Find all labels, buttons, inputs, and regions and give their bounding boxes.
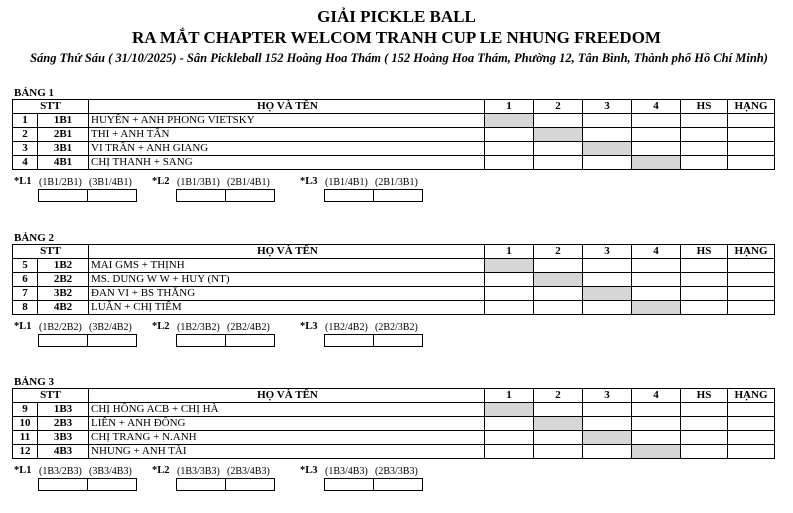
rank-cell xyxy=(728,417,775,431)
team-code: 4B2 xyxy=(38,301,89,315)
header-name: HỌ VÀ TÊN xyxy=(89,100,485,114)
score-cell xyxy=(583,142,632,156)
score-cell xyxy=(583,287,632,301)
score-cell xyxy=(534,445,583,459)
header-hs: HS xyxy=(681,389,728,403)
rank-cell xyxy=(728,403,775,417)
header-hs: HS xyxy=(681,245,728,259)
match-pair-b: (2B3/3B3) xyxy=(375,466,418,477)
header-name: HỌ VÀ TÊN xyxy=(89,245,485,259)
hs-cell xyxy=(681,259,728,273)
team-name: THI + ANH TẤN xyxy=(89,128,485,142)
team-code: 3B2 xyxy=(38,287,89,301)
score-cell xyxy=(485,431,534,445)
table-row xyxy=(13,259,775,273)
score-cell xyxy=(632,259,681,273)
header-round-1: 1 xyxy=(485,245,534,259)
match-label: *L3 xyxy=(300,176,318,187)
score-cell xyxy=(534,259,583,273)
score-cell xyxy=(534,403,583,417)
header-stt: STT xyxy=(13,389,89,403)
header-round-3: 3 xyxy=(583,245,632,259)
match-pair-b: (2B1/4B1) xyxy=(227,177,270,188)
header-round-4: 4 xyxy=(632,389,681,403)
table-row xyxy=(13,287,775,301)
score-cell xyxy=(632,431,681,445)
score-cell xyxy=(632,114,681,128)
match-pair-a: (1B3/2B3) xyxy=(39,466,82,477)
match-pair-a: (1B2/4B2) xyxy=(325,322,368,333)
team-code: 3B3 xyxy=(38,431,89,445)
score-box[interactable] xyxy=(324,189,374,202)
score-cell xyxy=(632,273,681,287)
row-number: 2 xyxy=(13,128,38,142)
score-cell xyxy=(583,445,632,459)
title-main: GIẢI PICKLE BALL xyxy=(317,7,476,26)
score-box[interactable] xyxy=(87,478,137,491)
score-box[interactable] xyxy=(225,478,275,491)
score-box[interactable] xyxy=(373,334,423,347)
table-row xyxy=(13,417,775,431)
event-subtitle: Sáng Thứ Sáu ( 31/10/2025) - Sân Pickleball 152 Hoàng Hoa Thám ( 152 Hoàng Hoa Thám, Phường 12, Tân Bình, Thành phố Hồ Chí Minh) xyxy=(30,51,768,65)
table-header-row xyxy=(13,100,775,114)
hs-cell xyxy=(681,128,728,142)
group-table xyxy=(12,244,775,315)
header-stt: STT xyxy=(13,245,89,259)
team-name: MAI GMS + THỊNH xyxy=(89,259,485,273)
score-cell xyxy=(632,128,681,142)
match-label: *L2 xyxy=(152,465,170,476)
header-round-4: 4 xyxy=(632,100,681,114)
score-cell xyxy=(485,403,534,417)
row-number: 10 xyxy=(13,417,38,431)
score-cell xyxy=(534,156,583,170)
team-code: 3B1 xyxy=(38,142,89,156)
rank-cell xyxy=(728,259,775,273)
group-label: BẢNG 1 xyxy=(14,87,55,99)
table-row xyxy=(13,114,775,128)
table-row xyxy=(13,445,775,459)
rank-cell xyxy=(728,301,775,315)
match-label: *L2 xyxy=(152,321,170,332)
score-cell xyxy=(485,287,534,301)
score-cell xyxy=(632,287,681,301)
team-name: CHỊ THANH + SANG xyxy=(89,156,485,170)
score-box[interactable] xyxy=(38,189,88,202)
score-cell xyxy=(534,287,583,301)
row-number: 12 xyxy=(13,445,38,459)
row-number: 6 xyxy=(13,273,38,287)
hs-cell xyxy=(681,403,728,417)
match-pair-a: (1B1/3B1) xyxy=(177,177,220,188)
score-cell xyxy=(632,156,681,170)
team-name: VI TRẦN + ANH GIANG xyxy=(89,142,485,156)
score-box[interactable] xyxy=(373,478,423,491)
table-row xyxy=(13,273,775,287)
score-cell xyxy=(485,273,534,287)
match-pair-a: (1B2/3B2) xyxy=(177,322,220,333)
match-pair-b: (2B2/3B2) xyxy=(375,322,418,333)
team-name: LIÊN + ANH ĐÔNG xyxy=(89,417,485,431)
group-table xyxy=(12,388,775,459)
score-cell xyxy=(534,301,583,315)
score-box[interactable] xyxy=(324,334,374,347)
rank-cell xyxy=(728,431,775,445)
row-number: 9 xyxy=(13,403,38,417)
table-row xyxy=(13,431,775,445)
header-round-3: 3 xyxy=(583,389,632,403)
team-code: 4B3 xyxy=(38,445,89,459)
team-name: HUYỀN + ANH PHONG VIETSKY xyxy=(89,114,485,128)
hs-cell xyxy=(681,156,728,170)
group-label: BẢNG 2 xyxy=(14,232,55,244)
header-round-2: 2 xyxy=(534,389,583,403)
hs-cell xyxy=(681,287,728,301)
score-cell xyxy=(632,301,681,315)
score-box[interactable] xyxy=(176,334,226,347)
match-pair-a: (1B3/4B3) xyxy=(325,466,368,477)
match-label: *L1 xyxy=(14,176,32,187)
row-number: 1 xyxy=(13,114,38,128)
score-cell xyxy=(583,273,632,287)
score-cell xyxy=(534,128,583,142)
rank-cell xyxy=(728,142,775,156)
score-cell xyxy=(485,259,534,273)
match-pair-a: (1B1/2B1) xyxy=(39,177,82,188)
team-name: CHỊ HỒNG ACB + CHỊ HÀ xyxy=(89,403,485,417)
score-box[interactable] xyxy=(176,478,226,491)
hs-cell xyxy=(681,142,728,156)
group-label: BẢNG 3 xyxy=(14,376,55,388)
match-pair-b: (2B2/4B2) xyxy=(227,322,270,333)
rank-cell xyxy=(728,156,775,170)
rank-cell xyxy=(728,273,775,287)
score-cell xyxy=(534,114,583,128)
header-hang: HẠNG xyxy=(728,389,775,403)
header-round-3: 3 xyxy=(583,100,632,114)
score-cell xyxy=(583,301,632,315)
rank-cell xyxy=(728,114,775,128)
team-code: 4B1 xyxy=(38,156,89,170)
score-cell xyxy=(485,128,534,142)
hs-cell xyxy=(681,417,728,431)
score-box[interactable] xyxy=(225,334,275,347)
match-pair-b: (3B3/4B3) xyxy=(89,466,132,477)
hs-cell xyxy=(681,431,728,445)
team-code: 2B2 xyxy=(38,273,89,287)
header-round-1: 1 xyxy=(485,389,534,403)
hs-cell xyxy=(681,445,728,459)
rank-cell xyxy=(728,128,775,142)
header-hang: HẠNG xyxy=(728,100,775,114)
score-cell xyxy=(485,142,534,156)
header-round-4: 4 xyxy=(632,245,681,259)
table-row xyxy=(13,128,775,142)
table-header-row xyxy=(13,389,775,403)
header-hang: HẠNG xyxy=(728,245,775,259)
table-row xyxy=(13,403,775,417)
score-cell xyxy=(632,142,681,156)
score-cell xyxy=(485,445,534,459)
row-number: 7 xyxy=(13,287,38,301)
score-cell xyxy=(534,417,583,431)
header-round-2: 2 xyxy=(534,100,583,114)
score-cell xyxy=(485,417,534,431)
match-pair-a: (1B2/2B2) xyxy=(39,322,82,333)
match-pair-b: (3B1/4B1) xyxy=(89,177,132,188)
team-name: NHUNG + ANH TÀI xyxy=(89,445,485,459)
match-pair-a: (1B3/3B3) xyxy=(177,466,220,477)
score-cell xyxy=(485,114,534,128)
score-cell xyxy=(534,142,583,156)
title-event: RA MẮT CHAPTER WELCOM TRANH CUP LE NHUNG FREEDOM xyxy=(132,28,661,47)
table-row xyxy=(13,156,775,170)
match-label: *L3 xyxy=(300,465,318,476)
score-box[interactable] xyxy=(373,189,423,202)
hs-cell xyxy=(681,273,728,287)
score-box[interactable] xyxy=(38,478,88,491)
match-pair-b: (2B3/4B3) xyxy=(227,466,270,477)
match-label: *L1 xyxy=(14,321,32,332)
score-cell xyxy=(583,114,632,128)
match-pair-b: (3B2/4B2) xyxy=(89,322,132,333)
row-number: 3 xyxy=(13,142,38,156)
header-name: HỌ VÀ TÊN xyxy=(89,389,485,403)
rank-cell xyxy=(728,445,775,459)
hs-cell xyxy=(681,114,728,128)
score-cell xyxy=(534,431,583,445)
team-code: 1B3 xyxy=(38,403,89,417)
row-number: 8 xyxy=(13,301,38,315)
score-cell xyxy=(583,156,632,170)
score-box[interactable] xyxy=(225,189,275,202)
row-number: 11 xyxy=(13,431,38,445)
score-box[interactable] xyxy=(38,334,88,347)
score-cell xyxy=(583,431,632,445)
match-label: *L1 xyxy=(14,465,32,476)
team-name: CHỊ TRANG + N.ANH xyxy=(89,431,485,445)
score-cell xyxy=(583,259,632,273)
score-cell xyxy=(583,128,632,142)
score-box[interactable] xyxy=(324,478,374,491)
match-label: *L3 xyxy=(300,321,318,332)
row-number: 4 xyxy=(13,156,38,170)
row-number: 5 xyxy=(13,259,38,273)
table-row xyxy=(13,301,775,315)
table-row xyxy=(13,142,775,156)
match-label: *L2 xyxy=(152,176,170,187)
group-table xyxy=(12,99,775,170)
score-cell xyxy=(632,445,681,459)
score-cell xyxy=(583,403,632,417)
team-code: 2B1 xyxy=(38,128,89,142)
score-cell xyxy=(632,403,681,417)
header-round-2: 2 xyxy=(534,245,583,259)
team-name: ĐAN VI + BS THẮNG xyxy=(89,287,485,301)
match-pair-a: (1B1/4B1) xyxy=(325,177,368,188)
header-round-1: 1 xyxy=(485,100,534,114)
score-box[interactable] xyxy=(176,189,226,202)
score-cell xyxy=(485,156,534,170)
score-cell xyxy=(583,417,632,431)
hs-cell xyxy=(681,301,728,315)
score-cell xyxy=(534,273,583,287)
score-cell xyxy=(485,301,534,315)
score-cell xyxy=(632,417,681,431)
header-stt: STT xyxy=(13,100,89,114)
table-header-row xyxy=(13,245,775,259)
team-code: 2B3 xyxy=(38,417,89,431)
score-box[interactable] xyxy=(87,334,137,347)
match-pair-b: (2B1/3B1) xyxy=(375,177,418,188)
team-name: MS. DUNG W W + HUY (NT) xyxy=(89,273,485,287)
team-code: 1B2 xyxy=(38,259,89,273)
header-hs: HS xyxy=(681,100,728,114)
team-name: LUÂN + CHỊ TIÊM xyxy=(89,301,485,315)
rank-cell xyxy=(728,287,775,301)
team-code: 1B1 xyxy=(38,114,89,128)
score-box[interactable] xyxy=(87,189,137,202)
